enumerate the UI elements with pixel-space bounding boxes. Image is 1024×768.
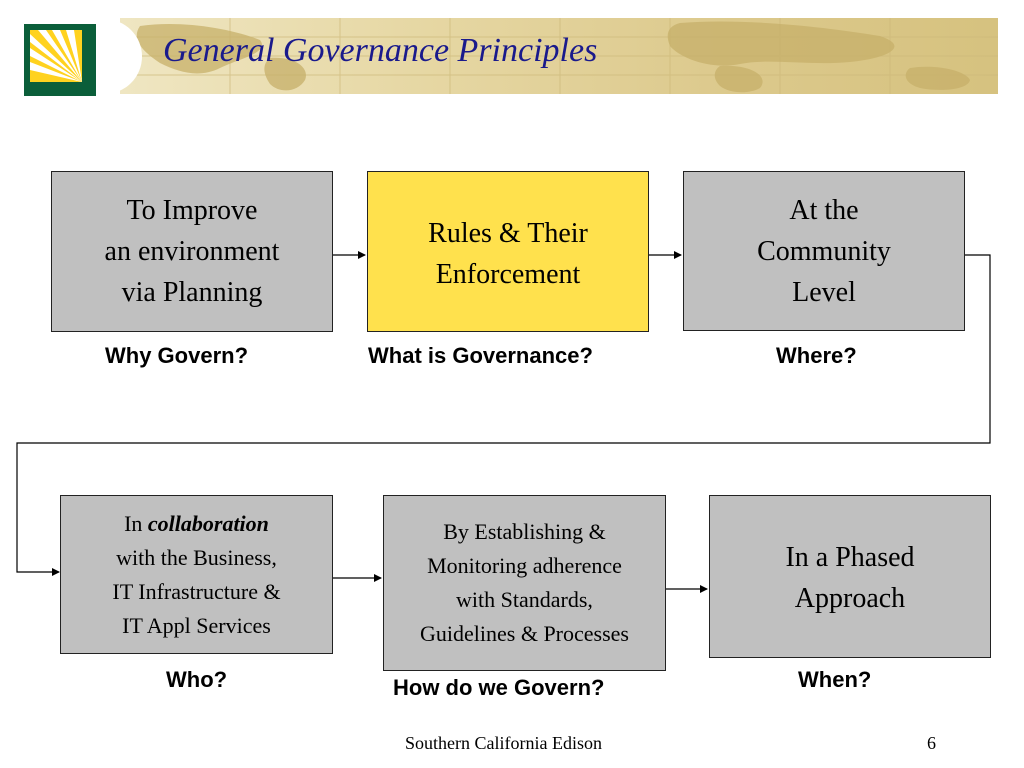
footer-organization: Southern California Edison (405, 733, 602, 753)
question-why: Why Govern? (105, 343, 249, 368)
box-text-line: Rules & Their (428, 218, 588, 249)
edison-logo (24, 24, 96, 96)
footer-page-number: 6 (927, 733, 936, 753)
question-where: Where? (776, 343, 857, 368)
box-collaboration (60, 495, 333, 654)
box-text-line: an environment (104, 236, 280, 267)
box-community-level (683, 171, 965, 331)
box-text-line: By Establishing & (443, 519, 606, 544)
box-text-line: IT Appl Services (122, 612, 271, 638)
box-rules-enforcement (367, 171, 649, 332)
box-text-line: via Planning (121, 277, 263, 308)
box-establishing-monitoring (383, 495, 666, 671)
box-text-line: Monitoring adherence (427, 553, 622, 578)
box-text-line: with Standards, (456, 587, 593, 612)
box-phased-approach (709, 495, 991, 658)
box-text-line: In a Phased (785, 542, 915, 573)
box-text-line: Enforcement (435, 259, 581, 290)
box-text-line: Guidelines & Processes (420, 621, 629, 646)
collab-emphasis: collaboration (147, 510, 269, 536)
box-text-line: Level (792, 276, 856, 308)
question-how: How do we Govern? (393, 675, 605, 700)
collab-prefix: In (124, 510, 148, 536)
box-text-line: Community (757, 235, 891, 267)
question-what: What is Governance? (368, 343, 593, 368)
slide-title: General Governance Principles (163, 32, 598, 69)
box-text-line: IT Infrastructure & (112, 578, 281, 604)
question-when: When? (798, 667, 872, 692)
box-text-line: Approach (794, 583, 906, 614)
box-text-line (112, 507, 280, 541)
box-text-line: At the (789, 194, 859, 226)
box-text-line: with the Business, (116, 544, 277, 570)
box-improve-environment (51, 171, 333, 332)
question-who: Who? (166, 667, 228, 692)
box-text-line: To Improve (126, 195, 258, 226)
